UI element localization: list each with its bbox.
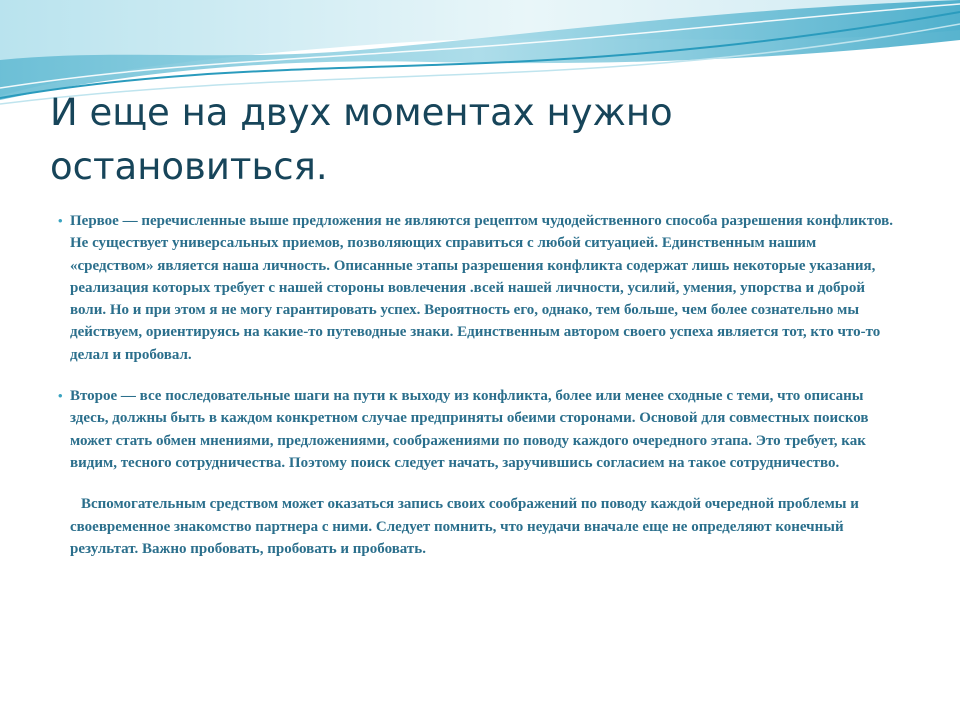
bullet-icon: • [58,388,63,404]
paragraph-first [58,210,898,366]
paragraph-first-text: Первое — перечисленные выше предложения не являются рецептом чудодейственного способа разрешения конфликтов. Не существует универсальных приемов, позволяющих справиться с любой ситуацией. Единственным нашим «средством» является наша личность. Описанные этапы разрешения конфликта содержат лишь некоторые указания, реализация которых требует с нашей стороны вовлечения .всей нашей личности, усилий, умения, упорства и доброй воли. Но и при этом я не могу гарантировать успех. Вероятность его, однако, тем больше, чем более сознательно мы действуем, ориентируясь на какие-то путеводные знаки. Единственным автором своего успеха является тот, кто что-то делал и пробовал. [70,213,893,363]
paragraph-third [58,493,898,560]
paragraph-third-text: Вспомогательным средством может оказаться запись своих соображений по поводу каждой очередной проблемы и своевременное знакомство партнера с ними. Следует помнить, что неудачи вначале еще не определяют конечный результат. Важно пробовать, пробовать и пробовать. [70,496,859,557]
bullet-icon: • [58,213,63,228]
paragraph-second [58,385,898,474]
paragraph-second-text: Второе — все последовательные шаги на пути к выходу из конфликта, более или менее сходные с теми, что описаны здесь, должны быть в каждом конкретном случае предприняты обеими сторонами. Основой для совместных поисков может стать обмен мнениями, предложениями, соображениями по поводу каждого очередного этапа. Это требует, как видим, тесного сотрудничества. Поэтому поиск следует начать, заручившись согласием на такое сотрудничество. [70,388,869,471]
slide-title: И еще на двух моментах нужно остановиться. [50,91,673,188]
slide-body [58,210,898,560]
